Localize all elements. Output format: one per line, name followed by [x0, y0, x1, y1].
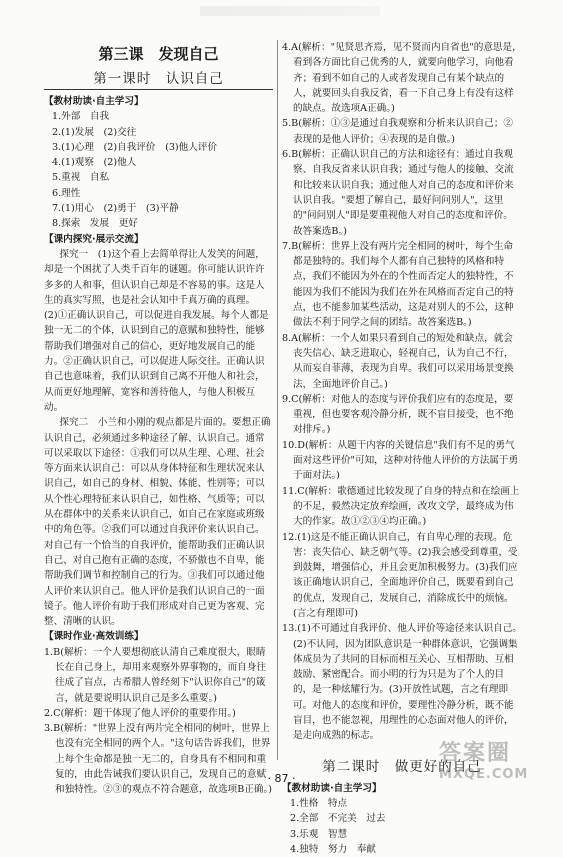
question-answer: 3.B(解析："世界上没有两片完全相同的树叶，世界上也没有完全相同的两个人。"这句话告诉我们，世界上每个生命都是独一无二的，自身具有不相同和重复的，由此告诫我们要认识自己，发现自己的意赋和独特性。②③的观点不符合题意，故选项B正确。): [44, 723, 273, 796]
section-subtitle: 第一课时 认识自己: [44, 70, 273, 90]
question-answer: 9.C(解析：对他人的态度与评价我们应有的态度是，要重视，但也要客观冷静分析，既不盲目接受，也不绝对排斥。): [282, 393, 514, 436]
question-answer: 6.B(解析：正确认识自己的方法和途径有：通过自我观察、自我反省来认识自我；通过与他人的接触、交流和比较来认识自我；通过他人对自己的态度和评价来认识自我。"要想了解自己，最好问问别人"，这里的"问问别人"即是要重视他人对自己的态度和评价。故答案选B。): [282, 149, 514, 237]
answer-line: 5.重视 自私: [52, 172, 110, 184]
answer-line: 3.乐观 智慧: [290, 828, 348, 840]
answer-line: 3.(1)心理 (2)自我评价 (3)他人评价: [52, 141, 218, 153]
column-divider: [277, 40, 278, 760]
question-answer: 8.A(解析：一个人如果只看到自己的短处和缺点，就会丧失信心、缺乏进取心，轻视自己，认为自己不行，从而妄自菲薄，表现为自卑。我们可以采用场景变换法，全面地评价自己。): [282, 332, 514, 390]
section-heading: 【课内探究·展示交流】: [44, 233, 144, 245]
watermark-logo: [439, 736, 557, 792]
page-number: · 87 ·: [267, 772, 296, 785]
section-heading: 【教材助读·自主学习】: [44, 96, 144, 107]
answer-line: 1.外部 自我: [52, 111, 110, 123]
section-subtitle: 第二课时 做更好的自己: [322, 758, 482, 775]
answer-line: 2.(1)发展 (2)交往: [52, 126, 137, 138]
left-column: [44, 40, 273, 798]
answer-line: 1.性格 特点: [290, 797, 348, 809]
section-heading: 【教材助读·自主学习】: [282, 782, 382, 794]
question-answer: 13.(1)不可通过自我评价、他人评价等途径来认识自己。(2)不认同，因为团队意识是一种群体意识，它强调集体成员为了共同的目标而相互关心、互相帮助、互相鼓励、紧密配合。而小明的行为只是为了个人的目的，是一种炫耀行为。(3)开放性试题，言之有理即可。对他人的态度和评价，要理性冷静分析，既不能盲目，也不能忽视，用理性的心态面对他人的评价，是走向成熟的标志。: [282, 623, 522, 742]
right-column: [282, 40, 522, 857]
question-answer: 7.B(解析：世界上没有两片完全相同的树叶，每个生命都是独特的。我们每个人都有自己独特的风格和特点，我们不能因为外在的个性而否定人的独特性，不能因为我们不能因为我们在外在风格而否定自己的特点，也不能参加某些活动，这是对别人的不公，这种做法不利于同学之间的团结。故答案选B。): [282, 240, 514, 329]
scan-smudge: [200, 6, 380, 16]
answer-line: 8.探索 发展 更好: [52, 218, 138, 230]
lesson-title: 第三课 发现自己: [98, 45, 219, 63]
answer-line: 6.理性: [52, 187, 81, 199]
question-answer: 12.(1)这是不能正确认识自己，有自卑心理的表现。危害：丧失信心、缺乏朝气等。(2)我会感受到尊重，受到鼓舞，增强信心，并且会更加积极努力。(3)我们应该正确地认识自己，全面地评价自己，既要看到自己的优点，发现自己，发展自己，消除成长中的烦恼。(言之有理即可): [282, 531, 518, 619]
question-answer: 4.A(解析："见贤思齐焉，见不贤而内自省也"的意思是，看到各方面比自己优秀的人，就要向他学习，向他看齐；看到不如自己的人或者发现自己有某个缺点的人，就要回头自我反省，看一下自己身上有没有这样的缺点。故选项A正确。): [282, 42, 522, 115]
question-answer: 11.C(解析：歌德通过比较发现了自身的特点和在绘画上的不足，毅然决定放弃绘画，改攻文学，最终成为伟大的作家。故①②③④均正确。): [282, 485, 520, 528]
watermark-url: MXQE.COM: [439, 767, 529, 782]
answer-line: 4.独特 努力 奉献: [290, 843, 376, 855]
answer-line: 4.(1)观察 (2)他人: [52, 157, 137, 169]
question-answer: 1.B(解析：一个人要想彻底认清自己难度很大，眼睛长在自己身上，却用来观察外界事物的，而自身往往成了盲点，古希腊人曾经刻下"认识你自己"的箴言，就是要说明认识自己是多么重要。): [44, 646, 267, 704]
watermark-text: 答案圈: [439, 741, 512, 766]
question-answer: 5.B(解析：①③是通过自我观察和分析来认识自己；②表现的是他人评价；④表现的是自傲。): [282, 118, 514, 145]
answer-line: 7.(1)用心 (2)勇于 (3)平静: [52, 203, 179, 215]
section-heading: 【课时作业·高效训练】: [44, 631, 144, 643]
explore-paragraph: 探究一 (1)这个看上去简单得让人发笑的问题，却是一个困扰了人类千百年的谜题。你可能认识许许多多的人和事，但认识自己却是不容易的事。这是人生的真实写照，也是社会认知中千真万确的真理。(2)①正确认识自己，可以促进自我发展。每个人都是独一无二的个体，认识到自己的意赋和独特性，能够帮助我们增强对自己的信心，更好地发展自己的能力。②正确认识自己，可以促进人际交往。正确认识自己也意味着，我们认识到自己离不开他人和社会，从而更好地理解、宽容和善待他人，与他人积极互动。: [44, 248, 269, 413]
answer-line: 2.全部 不完美 过去: [290, 813, 386, 825]
question-answer: 10.D(解析：从题干内容的关键信息"我们有不足的勇气面对这些评价"可知，这种对待他人评价的方法属于勇于面对法。): [282, 439, 519, 482]
explore-paragraph: 探究二 小兰和小刚的观点都是片面的。要想正确认识自己，必须通过多种途径了解、认识自己。通常可以采取以下途径：①我们可以从生理、心理、社会等方面来认识自己：可以从身体特征和生理状况来认识自己，如自己的身材、相貌、体能、性别等；可以从个性心理特征来认识自己，如性格、气质等；可以从在群体中的关系来认识自己，如自己在家庭或班级中的角色等。②我们可以通过自我评价来认识自己。对自己有一个恰当的自我评价，能帮助我们正确认识自己、对自己抱有正确的态度，不骄傲也不自卑，能帮助我们调节和控制自己的行为。③我们可以通过他人评价来认识自己。他人评价是我们认识自己的一面镜子。他人评价有助于我们形成对自己更为客观、完整、清晰的认识。: [44, 417, 271, 628]
question-answer: 2.C(解析：题干体现了他人评价的重要作用。): [44, 707, 236, 719]
